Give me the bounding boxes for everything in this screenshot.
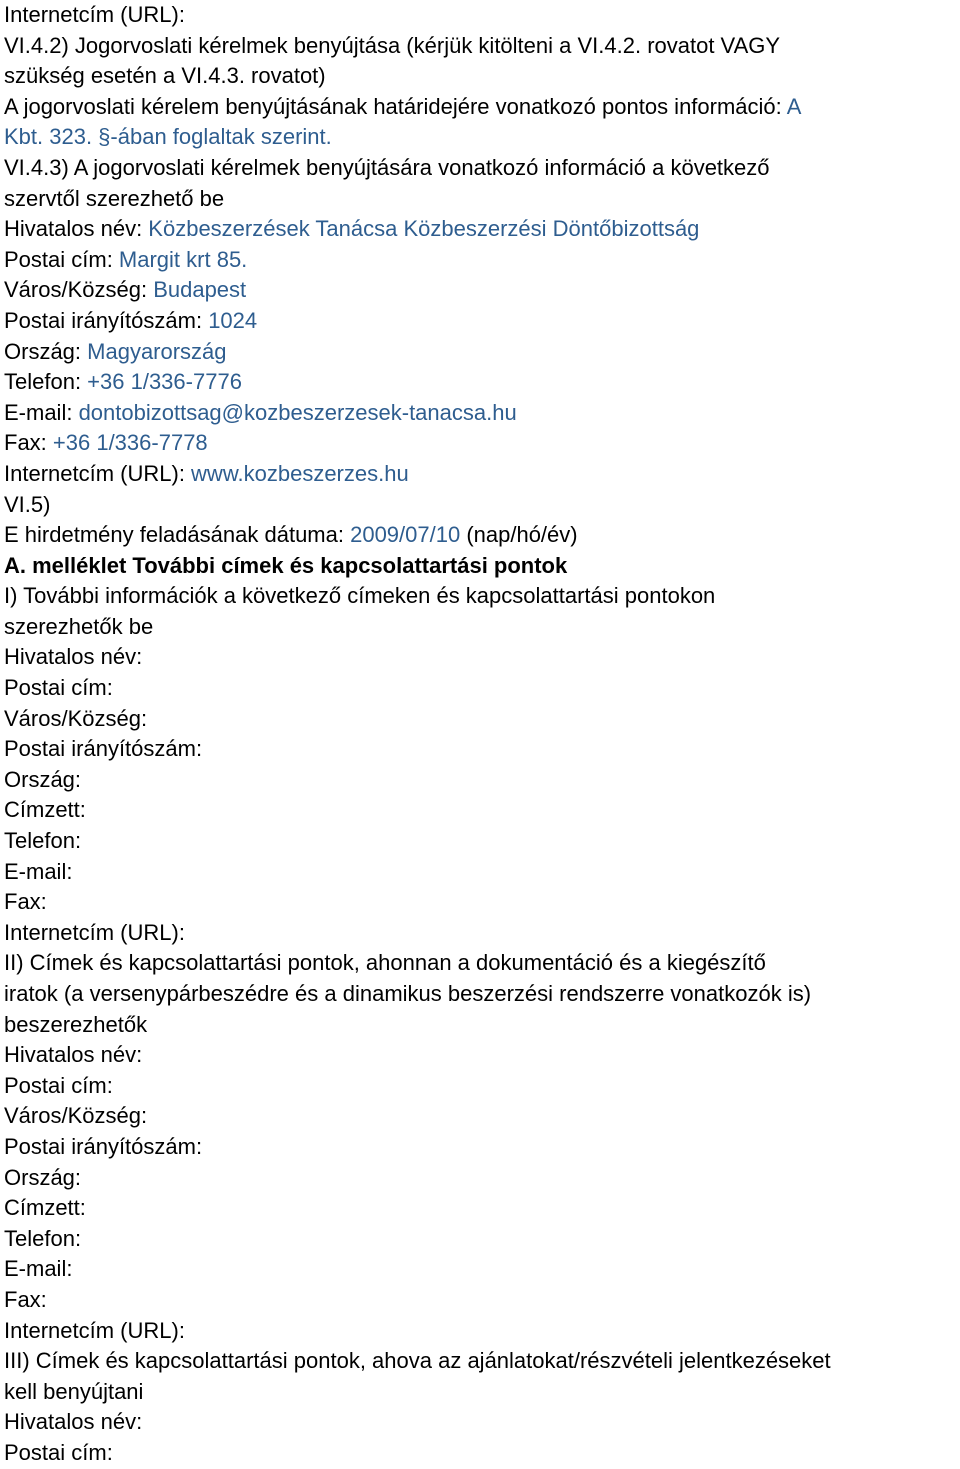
- line-label: Postai irányítószám:: [4, 1133, 203, 1159]
- text-line: [4, 1316, 960, 1347]
- text-line: [4, 1040, 960, 1071]
- line-value: www.kozbeszerzes.hu: [191, 460, 409, 486]
- line-label: VI.4.2) Jogorvoslati kérelmek benyújtása (kérjük kitölteni a VI.4.2. rovatot VAGY: [4, 32, 781, 58]
- line-value: dontobizottsag@kozbeszerzesek-tanacsa.hu: [78, 399, 517, 425]
- text-line: [4, 1346, 960, 1377]
- line-label: Hivatalos név:: [4, 216, 149, 242]
- line-label: III) Címek és kapcsolattartási pontok, ahova az ajánlatokat/részvételi jelentkezéseket: [4, 1348, 831, 1374]
- line-label: Fax:: [4, 889, 47, 915]
- text-line: [4, 31, 960, 62]
- line-label: VI.5): [4, 491, 51, 517]
- line-label: Ország:: [4, 766, 82, 792]
- text-line: [4, 1438, 960, 1469]
- line-label: Internetcím (URL):: [4, 460, 192, 486]
- line-label: Postai cím:: [4, 246, 119, 272]
- text-line: [4, 1101, 960, 1132]
- line-label: szükség esetén a VI.4.3. rovatot): [4, 63, 326, 89]
- text-line: [4, 214, 960, 245]
- text-line: [4, 398, 960, 429]
- line-suffix: (nap/hó/év): [460, 522, 578, 548]
- line-label: Címzett:: [4, 1195, 86, 1221]
- line-label: Postai irányítószám:: [4, 736, 203, 762]
- text-line: [4, 612, 960, 643]
- text-line: [4, 1407, 960, 1438]
- text-line: [4, 704, 960, 735]
- text-line: [4, 1377, 960, 1408]
- line-label: Internetcím (URL):: [4, 2, 185, 27]
- text-line: [4, 459, 960, 490]
- line-label: szerezhetők be: [4, 613, 154, 639]
- line-label: Internetcím (URL):: [4, 919, 185, 945]
- line-value: +36 1/336-7776: [87, 369, 242, 395]
- text-line: [4, 275, 960, 306]
- line-value: Margit krt 85.: [118, 246, 248, 272]
- line-label: Hivatalos név:: [4, 1409, 143, 1435]
- line-label: E hirdetmény feladásának dátuma:: [4, 522, 351, 548]
- line-label: Fax:: [4, 430, 53, 456]
- line-value: 2009/07/10: [350, 522, 461, 548]
- line-value: Közbeszerzések Tanácsa Közbeszerzési Döntőbizottság: [148, 216, 700, 242]
- text-line: [4, 765, 960, 796]
- line-value: Budapest: [153, 277, 247, 303]
- line-label: Telefon:: [4, 369, 88, 395]
- line-label: I) További információk a következő címeken és kapcsolattartási pontokon: [4, 583, 716, 609]
- line-label: E-mail:: [4, 399, 79, 425]
- text-line: [4, 1224, 960, 1255]
- line-label: Ország:: [4, 338, 88, 364]
- text-line: [4, 948, 960, 979]
- line-label: iratok (a versenypárbeszédre és a dinamikus beszerzési rendszerre vonatkozók is): [4, 981, 812, 1006]
- line-label: A jogorvoslati kérelem benyújtásának határidejére vonatkozó pontos információ:: [4, 93, 787, 119]
- line-value: A: [786, 93, 802, 119]
- line-value: +36 1/336-7778: [52, 430, 208, 456]
- text-line: [4, 0, 960, 31]
- line-label: Ország:: [4, 1164, 82, 1190]
- line-label: Postai irányítószám:: [4, 307, 209, 333]
- text-line: [4, 1132, 960, 1163]
- line-label: Postai cím:: [4, 1072, 113, 1098]
- line-label: II) Címek és kapcsolattartási pontok, ahonnan a dokumentáció és a kiegészítő: [4, 950, 766, 976]
- text-line: [4, 92, 960, 123]
- line-label: Hivatalos név:: [4, 644, 143, 670]
- line-value: Kbt. 323. §-ában foglaltak szerint.: [4, 124, 332, 150]
- text-line: [4, 1010, 960, 1041]
- line-label: Telefon:: [4, 828, 82, 854]
- text-line: [4, 673, 960, 704]
- text-line: [4, 1071, 960, 1102]
- text-line: [4, 642, 960, 673]
- text-line: [4, 1254, 960, 1285]
- text-line: [4, 581, 960, 612]
- line-label: Város/Község:: [4, 705, 148, 731]
- line-label: Postai cím:: [4, 675, 113, 701]
- text-line: [4, 490, 960, 521]
- line-label: Város/Község:: [4, 1103, 148, 1129]
- line-label: Város/Község:: [4, 277, 154, 303]
- text-line: [4, 1193, 960, 1224]
- text-line: [4, 245, 960, 276]
- text-line: [4, 61, 960, 92]
- line-label: kell benyújtani: [4, 1378, 144, 1404]
- text-line: [4, 122, 960, 153]
- text-line: [4, 1285, 960, 1316]
- line-label: beszerezhetők: [4, 1011, 148, 1037]
- text-line: [4, 520, 960, 551]
- text-line: [4, 551, 960, 582]
- text-line: [4, 918, 960, 949]
- line-label: E-mail:: [4, 858, 73, 884]
- text-line: [4, 734, 960, 765]
- text-line: [4, 857, 960, 888]
- line-label: Fax:: [4, 1286, 47, 1312]
- text-line: [4, 306, 960, 337]
- line-label: Címzett:: [4, 797, 86, 823]
- text-line: [4, 428, 960, 459]
- line-value: Magyarország: [87, 338, 227, 364]
- text-line: [4, 887, 960, 918]
- text-line: [4, 979, 960, 1010]
- text-line: [4, 337, 960, 368]
- line-label: Telefon:: [4, 1225, 82, 1251]
- text-line: [4, 795, 960, 826]
- line-label: E-mail:: [4, 1256, 73, 1282]
- line-value: 1024: [208, 307, 258, 333]
- text-line: [4, 153, 960, 184]
- text-line: [4, 184, 960, 215]
- text-line: [4, 826, 960, 857]
- text-line: [4, 1163, 960, 1194]
- text-line: [4, 367, 960, 398]
- line-label: VI.4.3) A jogorvoslati kérelmek benyújtására vonatkozó információ a következő: [4, 154, 770, 180]
- line-label: szervtől szerezhető be: [4, 185, 225, 211]
- line-label: A. melléklet További címek és kapcsolattartási pontok: [4, 552, 568, 578]
- line-label: Postai cím:: [4, 1439, 113, 1465]
- line-label: Internetcím (URL):: [4, 1317, 185, 1343]
- line-label: Hivatalos név:: [4, 1042, 143, 1068]
